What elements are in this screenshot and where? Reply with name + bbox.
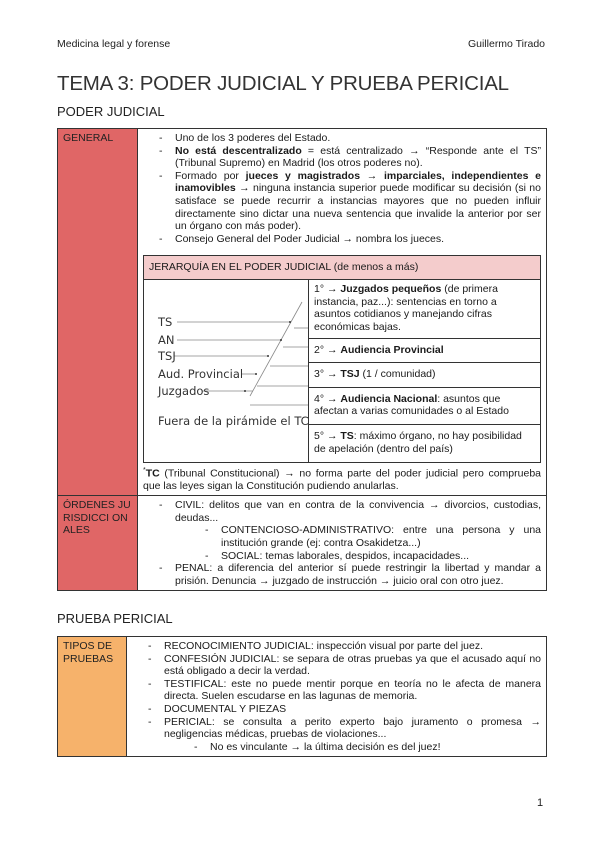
- ordenes-row: [58, 496, 547, 591]
- list-item: - PERICIAL: se consulta a perito experto bajo juramento o promesa → negligencias médicas, pruebas de violaciones... - No es vinculante → la última decisión es del juez!: [148, 716, 541, 754]
- hierarchy-level-4: 4° → Audiencia Nacional: asuntos que afectan a varias comunidades o al Estado: [309, 387, 541, 424]
- document-header-author: Guillermo Tirado: [467, 38, 545, 50]
- ordenes-label: ÓRDENES JURISDICCI ONALES: [58, 496, 138, 591]
- diagram-label-tsj: TSJ: [158, 348, 176, 363]
- tc-note: *TC (Tribunal Constitucional) → no forma parte del poder judicial pero comprueba que las leyes sigan la Constitución pudiendo anularlas.: [143, 466, 541, 492]
- list-item: - No es vinculante → la última decisión es del juez!: [194, 741, 541, 754]
- ordenes-content: [138, 496, 547, 591]
- list-item: - Uno de los 3 poderes del Estado.: [159, 132, 541, 145]
- diagram-caption: Fuera de la pirámide el TC: [158, 413, 308, 428]
- tipos-content: [127, 637, 547, 757]
- document-header-subject: Medicina legal y forense: [57, 38, 171, 50]
- hierarchy-level-1: 1° → Juzgados pequeños (de primera instancia, paz...): sentencias en torno a asuntos cotidianos y manejando cifras económicas bajas.: [309, 279, 541, 338]
- list-item: - RECONOCIMIENTO JUDICIAL: inspección visual por parte del juez.: [148, 640, 541, 653]
- diagram-label-ts: TS: [158, 314, 173, 329]
- general-content: [138, 129, 547, 496]
- list-item: - TESTIFICAL: este no puede mentir porque en teoría no le afecta de manera directa. Suelen escudarse en las lagunas de memoria.: [148, 678, 541, 703]
- hierarchy-level-2: 2° → Audiencia Provincial: [309, 339, 541, 363]
- tipos-row: [58, 637, 547, 757]
- page-number: 1: [537, 797, 544, 809]
- list-item: - Formado por jueces y magistrados → imparciales, independientes e inamovibles → ninguna instancia superior puede modificar su decisión (si no satisface se puede recurrir a instancias mayores que no pueden influir directamente sino dictar una nueva sentencia que invalide la anterior por ser un órgano con más poder).: [159, 170, 541, 233]
- pyramid-diagram-image: [144, 280, 308, 458]
- list-item: - PENAL: a diferencia del anterior sí puede restringir la libertad y mandar a prisión. Denuncia → juzgado de instrucción → juicio oral con otro juez.: [159, 562, 541, 587]
- pyramid-diagram: [144, 279, 309, 462]
- tipos-label: TIPOS DE PRUEBAS: [58, 637, 127, 757]
- prueba-pericial-table: [57, 636, 547, 757]
- hierarchy-heading: JERARQUÍA EN EL PODER JUDICIAL (de menos a más): [144, 256, 541, 280]
- list-item: - SOCIAL: temas laborales, despidos, incapacidades...: [205, 550, 541, 563]
- hierarchy-table: [143, 255, 541, 462]
- page-title: TEMA 3: PODER JUDICIAL Y PRUEBA PERICIAL: [57, 72, 509, 95]
- section-heading-prueba-pericial: PRUEBA PERICIAL: [57, 611, 173, 626]
- diagram-label-aud-provincial: Aud. Provincial: [158, 366, 244, 381]
- general-row: [58, 129, 547, 496]
- list-item: - Consejo General del Poder Judicial → nombra los jueces.: [159, 233, 541, 246]
- poder-judicial-table: [57, 128, 547, 591]
- hierarchy-level-3: 3° → TSJ (1 / comunidad): [309, 363, 541, 387]
- list-item: - CIVIL: delitos que van en contra de la convivencia → divorcios, custodias, deudas... - CONTENCIOSO-ADMINISTRATIVO: entre una persona y una institución grande (ej: contra Osakidetza...) - SOCIAL: temas laborales, despidos, incapacidades...: [159, 499, 541, 562]
- list-item: - No está descentralizado = está centralizado → “Responde ante el TS” (Tribunal Supremo) en Madrid (los otros poderes no).: [159, 145, 541, 170]
- list-item: - CONTENCIOSO-ADMINISTRATIVO: entre una persona y una institución grande (ej: contra Osakidetza...): [205, 524, 541, 549]
- diagram-label-juzgados: Juzgados: [158, 383, 210, 398]
- section-heading-poder-judicial: PODER JUDICIAL: [57, 104, 165, 119]
- hierarchy-level-5: 5° → TS: máximo órgano, no hay posibilidad de apelación (dentro del país): [309, 425, 541, 462]
- general-label: GENERAL: [58, 129, 138, 496]
- diagram-label-an: AN: [158, 332, 175, 347]
- list-item: - CONFESIÓN JUDICIAL: se separa de otras pruebas ya que el acusado aquí no está obligado a decir la verdad.: [148, 653, 541, 678]
- list-item: - DOCUMENTAL Y PIEZAS: [148, 703, 541, 716]
